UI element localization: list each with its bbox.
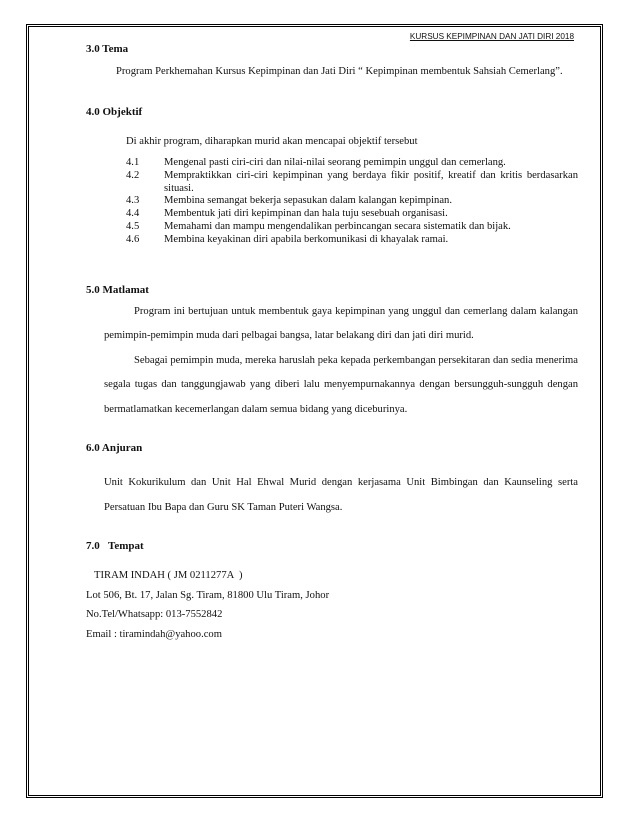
list-item-text: Membina semangat bekerja sepasukan dalam kalangan kepimpinan. (164, 195, 452, 207)
list-item (126, 221, 578, 234)
document-body (86, 32, 578, 644)
list-item (126, 170, 578, 196)
tema-heading: 3.0 Tema (86, 43, 129, 55)
list-item-text: Mempraktikkan ciri-ciri kepimpinan yang berdaya fikir positif, kreatif dan kritis berdasarkan situasi. (164, 169, 578, 194)
objektif-list (126, 157, 578, 247)
list-item-number: 4.5 (126, 220, 140, 232)
anjuran-heading: 6.0 Anjuran (86, 442, 143, 455)
venue-address: Lot 506, Bt. 17, Jalan Sg. Tiram, 81800 Ulu Tiram, Johor (86, 589, 330, 601)
venue-name: TIRAM INDAH ( JM 0211277A ) (94, 570, 243, 582)
list-item-text: Membentuk jati diri kepimpinan dan hala tuju sesebuah organisasi. (164, 208, 448, 220)
objektif-heading: 4.0 Objektif (86, 106, 143, 118)
list-item-text: Membina keyakinan diri apabila berkomunikasi di khayalak ramai. (164, 233, 449, 245)
matlamat-paragraph-1: Program ini bertujuan untuk membentuk gaya kepimpinan yang unggul dan cemerlang dalam kalangan pemimpin-pemimpin muda dari pelbagai bangsa, latar belakang diri dan jati diri murid. (104, 305, 578, 342)
tema-text: Program Perkhemahan Kursus Kepimpinan dan Jati Diri “ Kepimpinan membentuk Sahsiah Cemerlang”. (116, 66, 563, 77)
tempat-heading: 7.0 Tempat (86, 540, 144, 553)
list-item-text: Memahami dan mampu mengendalikan perbincangan secara sistematik dan bijak. (164, 220, 511, 232)
matlamat-body (104, 300, 578, 423)
anjuran-text: Unit Kokurikulum dan Unit Hal Ehwal Murid dengan kerjasama Unit Bimbingan dan Kaunseling serta Persatuan Ibu Bapa dan Guru SK Taman Puteri Wangsa. (104, 477, 578, 513)
list-item (126, 157, 578, 170)
objektif-intro: Di akhir program, diharapkan murid akan mencapai objektif tersebut (126, 136, 418, 147)
venue-email: Email : tiramindah@yahoo.com (86, 628, 222, 640)
list-item-number: 4.1 (126, 157, 140, 168)
anjuran-body (104, 471, 578, 520)
tempat-address-block (86, 566, 578, 644)
matlamat-heading: 5.0 Matlamat (86, 283, 149, 296)
matlamat-paragraph-2: Sebagai pemimpin muda, mereka haruslah peka kepada perkembangan persekitaran dan sedia menerima segala tugas dan tanggungjawab yang diberi lalu menyempurnakannya dengan bersungguh-sungguh dengan bermatlamatkan kecemerlangan dalam semua bidang yang diceburinya. (104, 354, 578, 415)
list-item-number: 4.6 (126, 233, 140, 245)
venue-phone: No.Tel/Whatsapp: 013-7552842 (86, 609, 223, 621)
list-item-number: 4.3 (126, 195, 140, 207)
list-item (126, 208, 578, 221)
list-item (126, 195, 578, 208)
list-item (126, 234, 578, 247)
running-header: KURSUS KEPIMPINAN DAN JATI DIRI 2018 (409, 32, 574, 41)
list-item-number: 4.2 (126, 169, 140, 181)
list-item-number: 4.4 (126, 208, 140, 220)
list-item-text: Mengenal pasti ciri-ciri dan nilai-nilai seorang pemimpin unggul dan cemerlang. (164, 157, 506, 168)
